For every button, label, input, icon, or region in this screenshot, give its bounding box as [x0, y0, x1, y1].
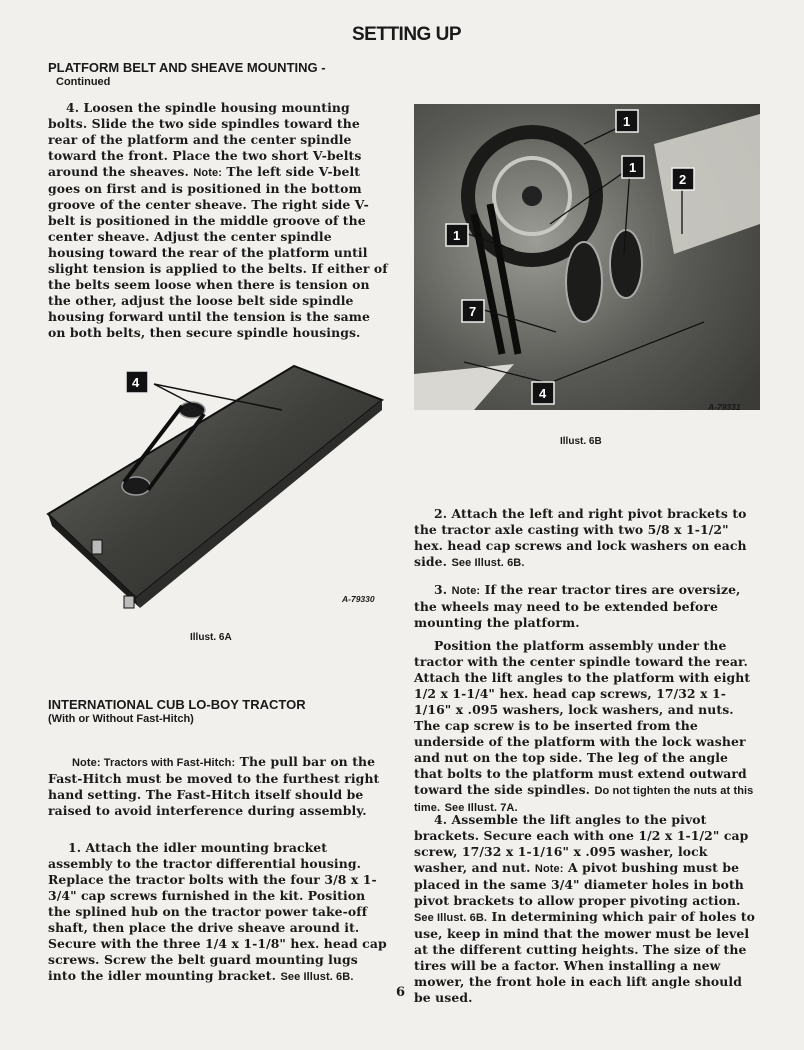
figure-caption-6b: Illust. 6B	[560, 436, 602, 447]
svg-text:1: 1	[629, 160, 637, 175]
paragraph-step-4-lift-angles: 4. Assemble the lift angles to the pivot brackets. Secure each with one 1/2 x 1-1/2" cap screw, 17/32 x 1-1/16" x .095 washer, lock washer, and nut. Note: A pivot bushing must be placed in the same 3/4" diameter holes in both pivot brackets to allow proper pivoting action. See Illust. 6B. In determining which pair of holes to use, keep in mind that the mower must be level at the different cutting heights. The size of the tires will be a factor. When installing a new mower, the front hole in each lift angle should be used.	[414, 812, 756, 1005]
figure-caption-6a: Illust. 6A	[190, 632, 232, 643]
svg-text:1: 1	[623, 114, 631, 129]
illustration-reference: See Illust. 6B.	[414, 912, 488, 924]
note-label: Note:	[451, 585, 481, 597]
idler-pulley-right	[610, 230, 642, 298]
figure-code-6a: A-79330	[342, 594, 375, 604]
mount-bracket	[92, 540, 102, 554]
section-title-text: PLATFORM BELT AND SHEAVE MOUNTING -	[48, 60, 326, 75]
page-header: SETTING UP	[352, 24, 462, 45]
svg-text:7: 7	[469, 304, 477, 319]
note-label: Note:	[193, 167, 222, 179]
illustration-6b-photo	[414, 104, 760, 410]
mount-bracket	[124, 596, 134, 608]
section-subtitle: (With or Without Fast-Hitch)	[48, 713, 194, 725]
illustration-reference: See Illust. 6B.	[451, 557, 525, 569]
illustration-reference: See Illust. 6B.	[280, 971, 354, 983]
paragraph-step-1-idler-bracket: 1. Attach the idler mounting bracket assembly to the tractor differential housing. Replace the tractor bolts with the four 3/8 x 1-3/4" cap screws furnished in the kit. Position the splined hub on the tractor power take-off shaft, then place the drive sheave around it. Secure with the three 1/4 x 1-1/8" hex. head cap screws. Screw the belt guard mounting lugs into the idler mounting bracket. See Illust. 6B.	[48, 840, 387, 983]
section-title-cub-lo-boy	[48, 697, 306, 727]
drive-sheave-hub	[522, 186, 542, 206]
section-title-text: INTERNATIONAL CUB LO-BOY TRACTOR	[48, 697, 306, 712]
paragraph-step-2-pivot-brackets: 2. Attach the left and right pivot brackets to the tractor axle casting with two 5/8 x 1-1/2" hex. head cap screws and lock washers on each side. See Illust. 6B.	[414, 506, 747, 569]
paragraph-fast-hitch-note: Note: Tractors with Fast-Hitch: The pull bar on the Fast-Hitch must be moved to the furthest right hand setting. The Fast-Hitch itself should be raised to avoid interference during assembly.	[48, 754, 380, 818]
svg-text:1: 1	[453, 228, 461, 243]
paragraph-step-4-belts: 4. Loosen the spindle housing mounting bolts. Slide the two side spindles toward the rear of the platform and the center spindle toward the front. Place the two short V-belts around the sheaves. Note: The left side V-belt goes on first and is positioned in the bottom groove of the center sheave. The right side V-belt is positioned in the middle groove of the center sheave. Adjust the center spindle housing toward the rear of the platform until slight tension is applied to the belts. If either of the belts seem loose when there is tension on the other, adjust the loose belt side spindle housing forward until the tension is the same on both belts, then secure spindle housings.	[48, 100, 388, 340]
callout-line-4a	[154, 384, 204, 410]
warning-text: Do not tighten the nuts at this time.	[414, 785, 754, 814]
page-number: 6	[396, 985, 406, 1000]
note-label: Note: Tractors with Fast-Hitch:	[72, 757, 236, 769]
figure-code-6b: A-79331	[708, 402, 741, 412]
idler-pulley-left	[566, 242, 602, 322]
illustration-6a-platform	[44, 362, 384, 612]
svg-text:2: 2	[679, 172, 687, 187]
section-subtitle: Continued	[56, 76, 111, 88]
paragraph-step-3-tires: 3. Note: If the rear tractor tires are oversize, the wheels may need to be extended before mounting the platform.	[414, 582, 741, 630]
paragraph-position-platform: Position the platform assembly under the tractor with the center spindle toward the rear. Attach the lift angles to the platform with eight 1/2 x 1-1/4" hex. head cap screws, 17/32 x 1-1/16" x .095 washers, lock washers, and nuts. The cap screw is to be inserted from the underside of the platform with the lock washer and nut on the top side. The leg of the angle that bolts to the platform must extend outward toward the side spindles. Do not tighten the nuts at this time. See Illust. 7A.	[414, 638, 754, 814]
section-title-platform-belt	[48, 60, 326, 90]
note-label: Note:	[534, 863, 564, 875]
svg-text:4: 4	[539, 386, 547, 401]
svg-text:4: 4	[132, 375, 140, 390]
illustration-reference: See Illust. 7A.	[444, 802, 518, 814]
